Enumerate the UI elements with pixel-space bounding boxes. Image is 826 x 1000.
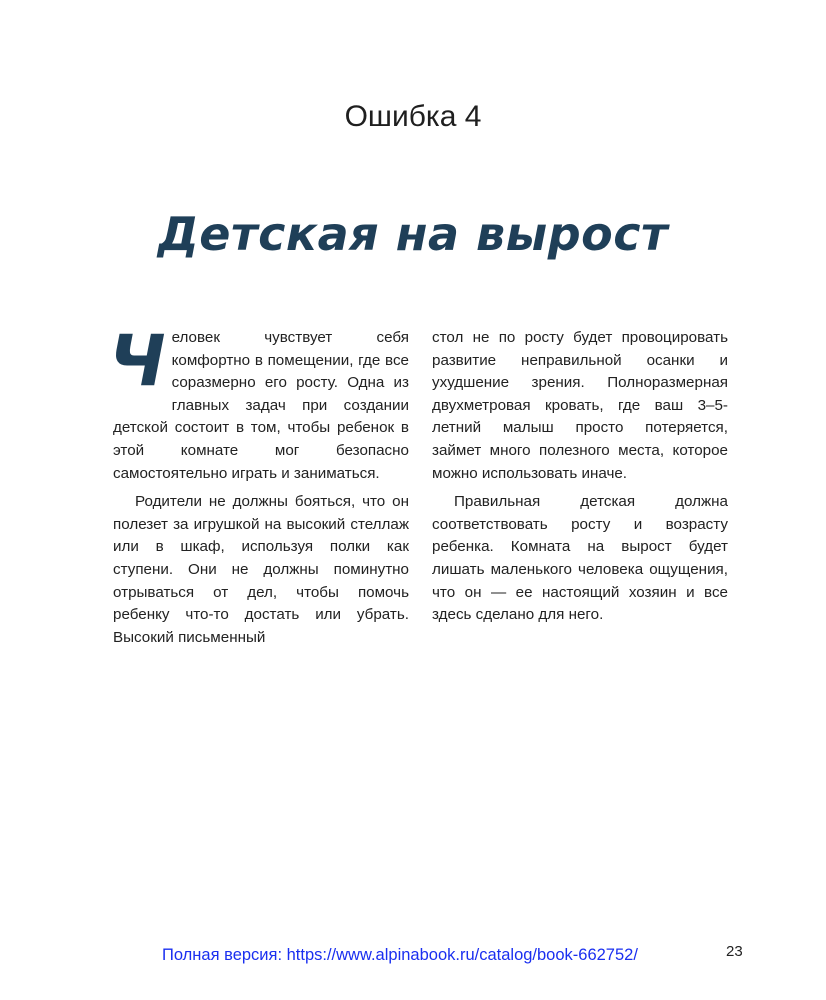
drop-cap: Ч: [109, 320, 166, 402]
paragraph: стол не по росту будет провоцировать развитие неправильной осанки и ухудшение зрения. Полноразмерная двухметровая кровать, где ваш 3–5-летний малыш просто потеряется, займет много полезного места, которое можно использовать иначе.: [432, 329, 728, 482]
paragraph: Правильная детская должна соответствовать росту и возрасту ребенка. Комната на вырост будет лишать маленького человека ощущения, что он — ее настоящий хозяин и все здесь сделано для него.: [432, 493, 728, 624]
paragraph: [109, 320, 409, 485]
text-column-left: [109, 320, 409, 649]
text-column-right: [432, 327, 728, 627]
chapter-label: Ошибка 4: [344, 100, 482, 133]
paragraph: Родители не должны бояться, что он полезет за игрушкой на высокий стеллаж или в шкаф, используя полки как ступени. Они не должны поминутно отрываться от дел, чтобы помочь ребенку что-то достать или убрать. Высокий письменный: [113, 493, 409, 646]
chapter-title: Детская на вырост: [157, 207, 669, 261]
paragraph-text: еловек чувствует себя комфортно в помещении, где все соразмерно его росту. Одна из главных задач при создании детской состоит в том, чтобы ребенок в этой комнате мог безопасно самостоятельно играть и заниматься.: [113, 329, 409, 482]
full-version-link[interactable]: Полная версия: https://www.alpinabook.ru/catalog/book-662752/: [162, 946, 638, 964]
page-number: 23: [726, 943, 743, 960]
